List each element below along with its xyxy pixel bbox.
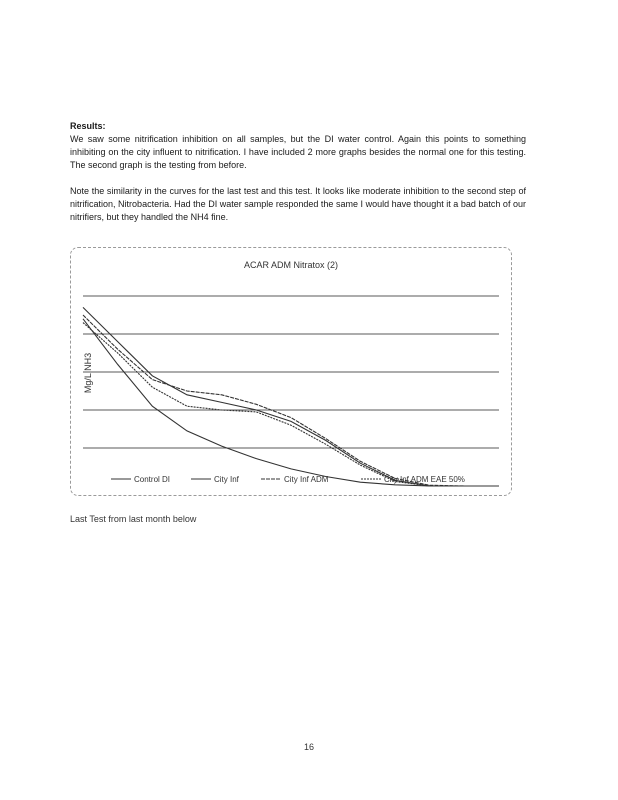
results-paragraph-2: Note the similarity in the curves for the last test and this test. It looks like moderate inhibition to the second step of nitrification, Nitrobacteria. Had the DI water sample responded the same I would have thought it a bad batch of our nitrifiers, but they handled the NH4 fine. (70, 186, 526, 222)
chart-y-axis-label: Mg/L NH3 (83, 352, 93, 394)
legend-label-2: City Inf (214, 475, 239, 484)
chart-series-line-3 (83, 315, 499, 486)
chart-legend (111, 475, 465, 484)
chart-series-line-4 (83, 323, 499, 486)
chart-caption: Last Test from last month below (70, 514, 197, 524)
nitratox-chart (71, 248, 511, 495)
results-heading: Results: (70, 121, 106, 131)
page-number: 16 (303, 742, 314, 752)
legend-label-3: City Inf ADM (284, 475, 329, 484)
chart-series-line-1 (83, 319, 499, 486)
chart-title: ACAR ADM Nitratox (2) (243, 260, 339, 270)
legend-label-4: City Inf ADM EAE 50% (384, 475, 465, 484)
legend-label-1: Control DI (134, 475, 171, 484)
chart-container (70, 247, 512, 496)
results-paragraph-1: We saw some nitrification inhibition on all samples, but the DI water control. Again this points to something inhibiting on the city influent to nitrification. I have included 2 more graphs besides the normal one for this testing. The second graph is the testing from before. (70, 134, 526, 170)
